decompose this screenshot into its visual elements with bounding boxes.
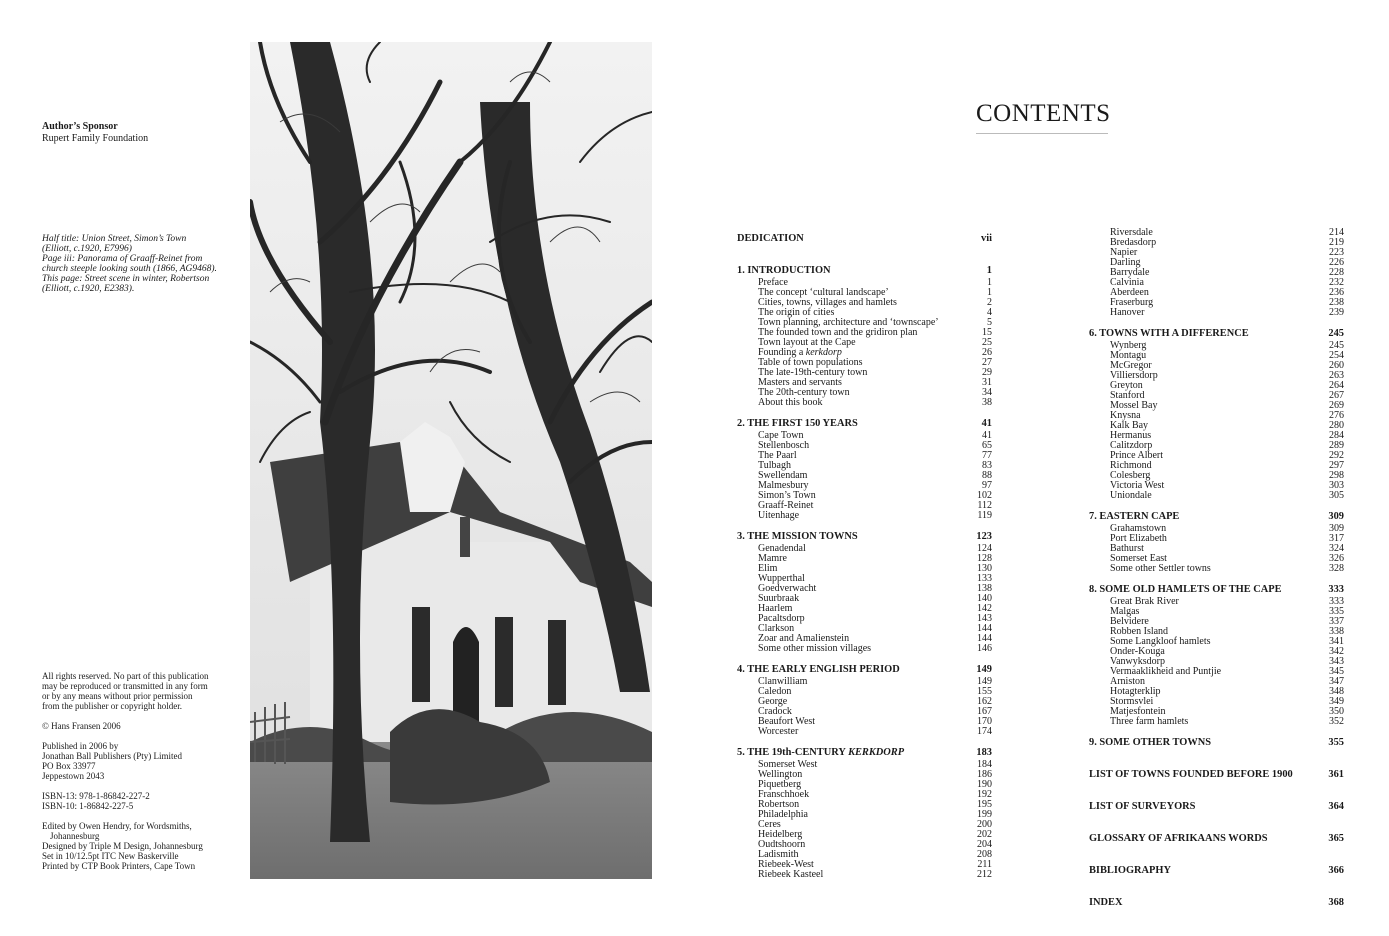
caption-line: church steeple looking south (1866, AG9468). — [42, 264, 217, 274]
entry-page-number: 260 — [1329, 360, 1344, 371]
entry-title: Darling — [1110, 257, 1141, 268]
isbn-line: ISBN-13: 978-1-86842-227-2 — [42, 791, 150, 801]
entry-page-number: 140 — [977, 593, 992, 604]
caption-line: Half title: Union Street, Simon’s Town — [42, 234, 187, 244]
entry-title: Riebeek Kasteel — [758, 869, 824, 880]
contents-section-heading — [737, 746, 992, 760]
section-title: GLOSSARY OF AFRIKAANS WORDS — [1089, 833, 1268, 844]
entry-title: Wynberg — [1110, 340, 1147, 351]
entry-title: Wupperthal — [758, 573, 805, 584]
entry-title: The Paarl — [758, 450, 797, 461]
contents-column-1 — [737, 232, 992, 889]
entry-page-number: 292 — [1329, 450, 1344, 461]
entry-page-number: 208 — [977, 849, 992, 860]
entry-title: Table of town populations — [758, 357, 863, 368]
entry-title: Heidelberg — [758, 829, 803, 840]
entry-title: Onder-Kouga — [1110, 646, 1165, 657]
entry-page-number: 309 — [1329, 523, 1344, 534]
entry-page-number: 195 — [977, 799, 992, 810]
entry-page-number: 263 — [1329, 370, 1344, 381]
entry-title: Mossel Bay — [1110, 400, 1158, 411]
entry-title: Haarlem — [758, 603, 793, 614]
entry-page-number: 214 — [1329, 227, 1344, 238]
contents-entry — [737, 511, 992, 521]
entry-title: Some other Settler towns — [1110, 563, 1211, 574]
entry-page-number: 324 — [1329, 543, 1344, 554]
entry-title: Some Langkloof hamlets — [1110, 636, 1211, 647]
entry-title: Barrydale — [1110, 267, 1150, 278]
entry-page-number: 174 — [977, 726, 992, 737]
entry-title: Victoria West — [1110, 480, 1165, 491]
entry-title: Prince Albert — [1110, 450, 1164, 461]
entry-title: Worcester — [758, 726, 799, 737]
section-title: 1. INTRODUCTION — [737, 265, 831, 276]
entry-page-number: 142 — [977, 603, 992, 614]
section-page-number: 364 — [1328, 801, 1344, 812]
entry-title: Hanover — [1110, 307, 1145, 318]
section-spacer — [1089, 750, 1344, 760]
entry-page-number: 149 — [977, 676, 992, 687]
entry-title: Malmesbury — [758, 480, 809, 491]
entry-title: Riversdale — [1110, 227, 1153, 238]
entry-page-number: 186 — [977, 769, 992, 780]
entry-page-number: 341 — [1329, 636, 1344, 647]
caption-line: (Elliott, c.1920, E7996) — [42, 244, 132, 254]
contents-entry-list — [737, 431, 992, 521]
entry-page-number: 204 — [977, 839, 992, 850]
contents-section-heading — [1089, 510, 1344, 524]
section-page-number: 355 — [1328, 737, 1344, 748]
entry-page-number: 112 — [977, 500, 992, 511]
entry-title: The founded town and the gridiron plan — [758, 327, 918, 338]
entry-page-number: 167 — [977, 706, 992, 717]
section-title: INDEX — [1089, 897, 1123, 908]
entry-page-number: 238 — [1329, 297, 1344, 308]
production-credits — [42, 821, 242, 871]
entry-title: Montagu — [1110, 350, 1147, 361]
entry-title: Aberdeen — [1110, 287, 1149, 298]
entry-page-number: 276 — [1329, 410, 1344, 421]
section-spacer — [1089, 846, 1344, 856]
section-title: 3. THE MISSION TOWNS — [737, 531, 858, 542]
entry-page-number: 5 — [987, 317, 992, 328]
entry-title: Colesberg — [1110, 470, 1151, 481]
entry-page-number: 65 — [982, 440, 992, 451]
entry-page-number: 38 — [982, 397, 992, 408]
entry-page-number: 27 — [982, 357, 992, 368]
contents-entry-list — [1089, 228, 1344, 318]
publisher-info — [42, 741, 242, 781]
entry-title: Mamre — [758, 553, 787, 564]
entry-page-number: 297 — [1329, 460, 1344, 471]
entry-title: Fraserburg — [1110, 297, 1154, 308]
house-photo-image — [250, 42, 652, 879]
isbn-info — [42, 791, 242, 811]
contents-entry — [737, 727, 992, 737]
entry-title: Three farm hamlets — [1110, 716, 1189, 727]
entry-page-number: 31 — [982, 377, 992, 388]
house-photo — [250, 42, 652, 879]
contents-section-heading — [1089, 800, 1344, 814]
rights-line: from the publisher or copyright holder. — [42, 701, 182, 711]
entry-page-number: 4 — [987, 307, 992, 318]
section-title: 7. EASTERN CAPE — [1089, 511, 1180, 522]
entry-title: Pacaltsdorp — [758, 613, 805, 624]
entry-title: Clanwilliam — [758, 676, 808, 687]
entry-title: The late-19th-century town — [758, 367, 868, 378]
section-title: 9. SOME OTHER TOWNS — [1089, 737, 1212, 748]
entry-title: Calitzdorp — [1110, 440, 1153, 451]
publisher-line: Jonathan Ball Publishers (Pty) Limited — [42, 751, 182, 761]
entry-title: Elim — [758, 563, 778, 574]
entry-page-number: 228 — [1329, 267, 1344, 278]
entry-title: Preface — [758, 277, 788, 288]
section-page-number: 309 — [1328, 511, 1344, 522]
section-spacer — [1089, 910, 1344, 920]
entry-title: Zoar and Amalienstein — [758, 633, 850, 644]
entry-page-number: 211 — [977, 859, 992, 870]
credit-line: Designed by Triple M Design, Johannesburg — [42, 841, 203, 851]
section-spacer — [1089, 782, 1344, 792]
contents-entry — [1089, 491, 1344, 501]
entry-title: The 20th-century town — [758, 387, 850, 398]
entry-page-number: 348 — [1329, 686, 1344, 697]
entry-page-number: 41 — [982, 430, 992, 441]
contents-column-2 — [1089, 228, 1344, 920]
entry-title: Robertson — [758, 799, 800, 810]
entry-page-number: 317 — [1329, 533, 1344, 544]
entry-page-number: 289 — [1329, 440, 1344, 451]
entry-page-number: 155 — [977, 686, 992, 697]
section-page-number: 333 — [1328, 584, 1344, 595]
title-rule — [976, 133, 1108, 134]
entry-title: Villiersdorp — [1110, 370, 1158, 381]
entry-page-number: 34 — [982, 387, 992, 398]
contents-section-heading — [737, 530, 992, 544]
entry-title: Malgas — [1110, 606, 1140, 617]
entry-title: Genadendal — [758, 543, 806, 554]
entry-title: The concept ‘cultural landscape’ — [758, 287, 889, 298]
rights-line: All rights reserved. No part of this publication — [42, 671, 209, 681]
publisher-line: PO Box 33977 — [42, 761, 96, 771]
entry-title: Beaufort West — [758, 716, 816, 727]
entry-title: Uitenhage — [758, 510, 800, 521]
contents-section-heading — [737, 232, 992, 246]
section-title: 2. THE FIRST 150 YEARS — [737, 418, 858, 429]
contents-title: CONTENTS — [976, 100, 1111, 127]
rights-notice — [42, 671, 242, 711]
entry-title: Stellenbosch — [758, 440, 810, 451]
entry-title: Arniston — [1110, 676, 1145, 687]
contents-entry — [1089, 564, 1344, 574]
entry-page-number: 184 — [977, 759, 992, 770]
entry-page-number: 170 — [977, 716, 992, 727]
entry-title: Founding a kerkdorp — [758, 347, 842, 358]
contents-section-heading — [1089, 896, 1344, 910]
entry-title: Town planning, architecture and ‘townscape’ — [758, 317, 939, 328]
entry-page-number: 130 — [977, 563, 992, 574]
entry-page-number: 128 — [977, 553, 992, 564]
entry-page-number: 337 — [1329, 616, 1344, 627]
entry-page-number: 350 — [1329, 706, 1344, 717]
contents-section-heading — [1089, 768, 1344, 782]
entry-title: Robben Island — [1110, 626, 1169, 637]
entry-title: Bredasdorp — [1110, 237, 1157, 248]
entry-page-number: 254 — [1329, 350, 1344, 361]
entry-page-number: 305 — [1329, 490, 1344, 501]
entry-page-number: 2 — [987, 297, 992, 308]
section-page-number: 366 — [1328, 865, 1344, 876]
credit-line: Set in 10/12.5pt ITC New Baskerville — [42, 851, 179, 861]
sponsor-block — [42, 121, 148, 145]
entry-title: Vermaaklikheid and Puntjie — [1110, 666, 1222, 677]
photo-captions — [42, 234, 242, 294]
entry-title: Ceres — [758, 819, 781, 830]
entry-title: Grahamstown — [1110, 523, 1167, 534]
entry-title: Clarkson — [758, 623, 795, 634]
entry-page-number: 219 — [1329, 237, 1344, 248]
entry-page-number: 1 — [987, 287, 992, 298]
entry-page-number: 284 — [1329, 430, 1344, 441]
contents-entry-list — [1089, 341, 1344, 501]
entry-page-number: 236 — [1329, 287, 1344, 298]
entry-page-number: 223 — [1329, 247, 1344, 258]
entry-page-number: 29 — [982, 367, 992, 378]
contents-section-heading — [1089, 832, 1344, 846]
entry-page-number: 144 — [977, 623, 992, 634]
entry-title: Belvidere — [1110, 616, 1149, 627]
entry-page-number: 133 — [977, 573, 992, 584]
section-title: DEDICATION — [737, 233, 804, 244]
publisher-line: Published in 2006 by — [42, 741, 119, 751]
contents-section-heading — [737, 663, 992, 677]
credit-line: Printed by CTP Book Printers, Cape Town — [42, 861, 196, 871]
entry-title: Somerset East — [1110, 553, 1167, 564]
entry-title: Greyton — [1110, 380, 1143, 391]
section-title: 6. TOWNS WITH A DIFFERENCE — [1089, 328, 1249, 339]
copyright-line: © Hans Fransen 2006 — [42, 721, 121, 731]
entry-page-number: 245 — [1329, 340, 1344, 351]
entry-title: Suurbraak — [758, 593, 800, 604]
entry-title: Hermanus — [1110, 430, 1152, 441]
entry-title: Uniondale — [1110, 490, 1152, 501]
entry-page-number: 226 — [1329, 257, 1344, 268]
section-title: 5. THE 19th-CENTURY KERKDORP — [737, 747, 905, 758]
section-title: 8. SOME OLD HAMLETS OF THE CAPE — [1089, 584, 1282, 595]
entry-title: Riebeek-West — [758, 859, 814, 870]
entry-title: Matjesfontein — [1110, 706, 1166, 717]
credit-line: Edited by Owen Hendry, for Wordsmiths, — [42, 821, 192, 831]
entry-page-number: 298 — [1329, 470, 1344, 481]
entry-page-number: 1 — [987, 277, 992, 288]
entry-title: Vanwyksdorp — [1110, 656, 1165, 667]
isbn-line: ISBN-10: 1-86842-227-5 — [42, 801, 134, 811]
entry-page-number: 77 — [982, 450, 992, 461]
entry-title: About this book — [758, 397, 823, 408]
contents-entry-list — [737, 544, 992, 654]
entry-title: Cape Town — [758, 430, 804, 441]
entry-title: Stormsvlei — [1110, 696, 1154, 707]
entry-page-number: 335 — [1329, 606, 1344, 617]
contents-entry — [737, 870, 992, 880]
contents-entry — [1089, 717, 1344, 727]
section-page-number: 41 — [981, 418, 992, 429]
contents-entry-list — [737, 278, 992, 408]
entry-page-number: 345 — [1329, 666, 1344, 677]
entry-title: Swellendam — [758, 470, 808, 481]
entry-page-number: 144 — [977, 633, 992, 644]
contents-section-heading — [737, 417, 992, 431]
entry-title: Piquetberg — [758, 779, 802, 790]
contents-section-heading — [1089, 327, 1344, 341]
entry-page-number: 26 — [982, 347, 992, 358]
entry-title: Caledon — [758, 686, 792, 697]
entry-page-number: 138 — [977, 583, 992, 594]
entry-page-number: 83 — [982, 460, 992, 471]
entry-title: Knysna — [1110, 410, 1141, 421]
entry-title: Somerset West — [758, 759, 818, 770]
sponsor-heading: Author’s Sponsor — [42, 121, 118, 132]
entry-page-number: 119 — [977, 510, 992, 521]
section-spacer — [1089, 878, 1344, 888]
rights-line: may be reproduced or transmitted in any form — [42, 681, 208, 691]
section-title: BIBLIOGRAPHY — [1089, 865, 1171, 876]
entry-title: Bathurst — [1110, 543, 1144, 554]
entry-title: Cradock — [758, 706, 792, 717]
caption-line: (Elliott, c.1920, E2383). — [42, 284, 135, 294]
entry-page-number: 280 — [1329, 420, 1344, 431]
entry-page-number: 88 — [982, 470, 992, 481]
entry-page-number: 97 — [982, 480, 992, 491]
entry-page-number: 326 — [1329, 553, 1344, 564]
contents-entry — [737, 644, 992, 654]
entry-title: Stanford — [1110, 390, 1145, 401]
entry-page-number: 342 — [1329, 646, 1344, 657]
section-page-number: 361 — [1328, 769, 1344, 780]
entry-title: Philadelphia — [758, 809, 808, 820]
section-page-number: 245 — [1328, 328, 1344, 339]
entry-page-number: 192 — [977, 789, 992, 800]
entry-page-number: 190 — [977, 779, 992, 790]
section-title: 4. THE EARLY ENGLISH PERIOD — [737, 664, 900, 675]
contents-section-heading — [1089, 736, 1344, 750]
entry-page-number: 267 — [1329, 390, 1344, 401]
entry-page-number: 200 — [977, 819, 992, 830]
section-spacer — [737, 246, 992, 256]
entry-page-number: 146 — [977, 643, 992, 654]
entry-page-number: 239 — [1329, 307, 1344, 318]
publisher-line: Jeppestown 2043 — [42, 771, 105, 781]
contents-entry-list — [1089, 597, 1344, 727]
entry-page-number: 333 — [1329, 596, 1344, 607]
credit-line: Johannesburg — [50, 831, 100, 841]
section-title: LIST OF TOWNS FOUNDED BEFORE 1900 — [1089, 769, 1293, 780]
contents-entry-list — [737, 677, 992, 737]
entry-page-number: 264 — [1329, 380, 1344, 391]
section-page-number: 183 — [976, 747, 992, 758]
section-page-number: 365 — [1328, 833, 1344, 844]
entry-title: The origin of cities — [758, 307, 835, 318]
contents-section-heading — [1089, 864, 1344, 878]
entry-title: Town layout at the Cape — [758, 337, 856, 348]
entry-title: Calvinia — [1110, 277, 1144, 288]
entry-page-number: 347 — [1329, 676, 1344, 687]
entry-page-number: 143 — [977, 613, 992, 624]
entry-title: Goedverwacht — [758, 583, 817, 594]
sponsor-name: Rupert Family Foundation — [42, 133, 149, 144]
entry-page-number: 343 — [1329, 656, 1344, 667]
entry-title: Wellington — [758, 769, 803, 780]
contents-section-heading — [1089, 583, 1344, 597]
section-page-number: vii — [981, 233, 992, 244]
entry-title: Some other mission villages — [758, 643, 872, 654]
entry-title: George — [758, 696, 788, 707]
section-page-number: 149 — [976, 664, 992, 675]
entry-page-number: 15 — [982, 327, 992, 338]
entry-title: Richmond — [1110, 460, 1152, 471]
entry-title: Oudtshoorn — [758, 839, 806, 850]
entry-page-number: 202 — [977, 829, 992, 840]
entry-page-number: 25 — [982, 337, 992, 348]
entry-page-number: 349 — [1329, 696, 1344, 707]
entry-title: McGregor — [1110, 360, 1152, 371]
entry-page-number: 269 — [1329, 400, 1344, 411]
contents-section-heading — [737, 264, 992, 278]
entry-title: Graaff-Reinet — [758, 500, 814, 511]
entry-page-number: 232 — [1329, 277, 1344, 288]
entry-page-number: 124 — [977, 543, 992, 554]
entry-title: Napier — [1110, 247, 1138, 258]
contents-entry — [737, 398, 992, 408]
entry-title: Simon’s Town — [758, 490, 816, 501]
entry-page-number: 199 — [977, 809, 992, 820]
entry-title: Hotagterklip — [1110, 686, 1161, 697]
contents-entry — [1089, 308, 1344, 318]
entry-title: Franschhoek — [758, 789, 810, 800]
caption-line: Page iii: Panorama of Graaff-Reinet from — [42, 254, 203, 264]
entry-page-number: 303 — [1329, 480, 1344, 491]
entry-page-number: 162 — [977, 696, 992, 707]
section-page-number: 123 — [976, 531, 992, 542]
entry-page-number: 328 — [1329, 563, 1344, 574]
entry-title: Port Elizabeth — [1110, 533, 1167, 544]
entry-title: Great Brak River — [1110, 596, 1179, 607]
caption-line: This page: Street scene in winter, Robertson — [42, 274, 210, 284]
contents-entry-list — [737, 760, 992, 880]
contents-entry-list — [1089, 524, 1344, 574]
entry-page-number: 102 — [977, 490, 992, 501]
entry-page-number: 352 — [1329, 716, 1344, 727]
entry-page-number: 338 — [1329, 626, 1344, 637]
section-title: LIST OF SURVEYORS — [1089, 801, 1196, 812]
entry-title: Kalk Bay — [1110, 420, 1149, 431]
rights-line: or by any means without prior permission — [42, 691, 193, 701]
section-page-number: 1 — [986, 265, 992, 276]
imprint-block — [42, 671, 242, 881]
entry-title: Cities, towns, villages and hamlets — [758, 297, 897, 308]
section-page-number: 368 — [1328, 897, 1344, 908]
entry-page-number: 212 — [977, 869, 992, 880]
section-spacer — [1089, 814, 1344, 824]
entry-title: Tulbagh — [758, 460, 791, 471]
entry-title: Masters and servants — [758, 377, 842, 388]
entry-title: Ladismith — [758, 849, 799, 860]
